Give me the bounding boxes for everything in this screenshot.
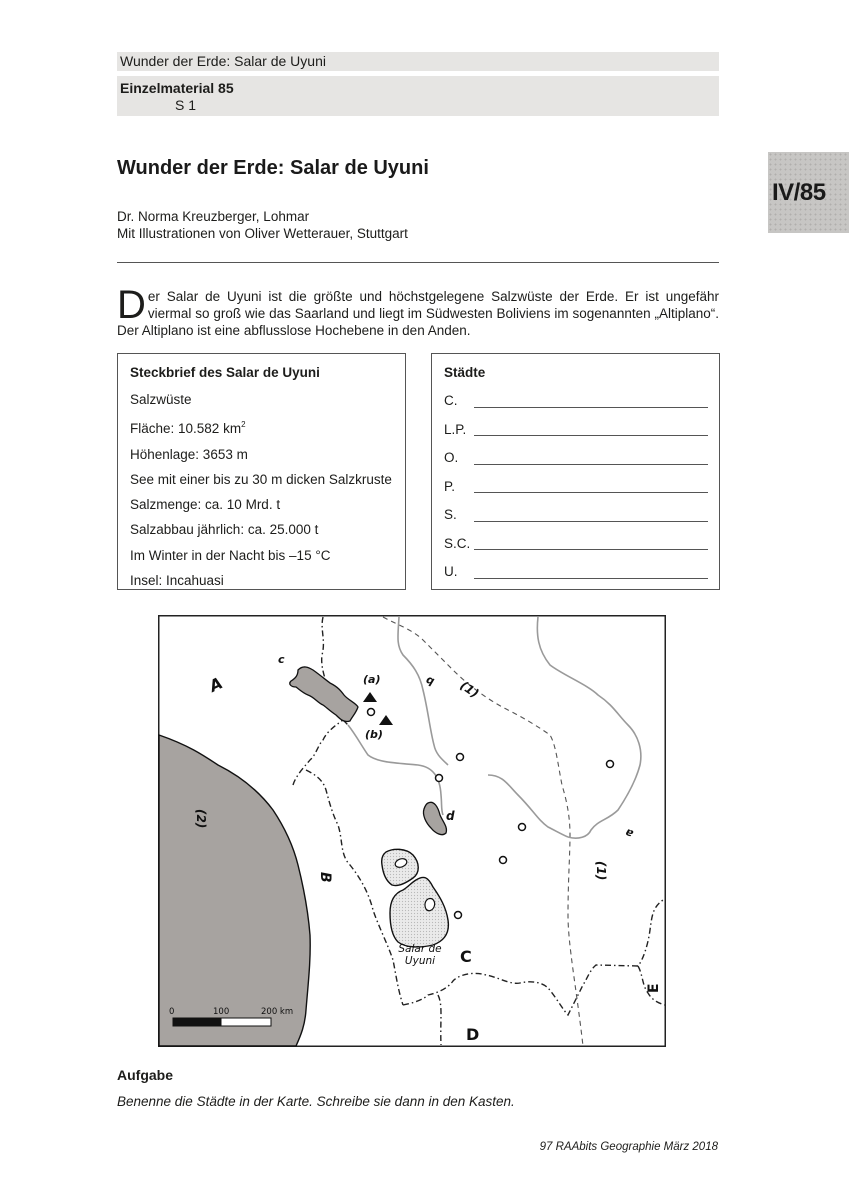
country-label-b: B — [317, 872, 333, 883]
scale-tick-200: 200 km — [261, 1007, 294, 1017]
city-abbr: S.C. — [444, 535, 471, 551]
city-marker — [519, 824, 526, 831]
city-marker — [457, 754, 464, 761]
city-abbr: S. — [444, 507, 457, 522]
mountain-label-b: (b) — [365, 728, 383, 741]
scale-tick-100: 100 — [213, 1007, 230, 1017]
fact-item: Insel: Incahuasi — [130, 573, 224, 589]
salar-label: Salar de — [398, 943, 442, 955]
city-row — [444, 416, 719, 445]
section-tab — [768, 152, 849, 233]
country-label-a: A — [206, 673, 226, 696]
city-marker — [607, 761, 614, 768]
city-answer-line[interactable] — [474, 549, 708, 550]
river-label-b: b — [424, 673, 436, 689]
city-row — [444, 530, 719, 559]
salar-label-line2: Uyuni — [404, 955, 436, 967]
staedte-heading: Städte — [444, 365, 486, 380]
page-title: Wunder der Erde: Salar de Uyuni — [117, 157, 429, 179]
city-answer-line[interactable] — [474, 492, 708, 493]
section-tab-label: IV/85 — [772, 179, 826, 206]
fact-item: Salzmenge: ca. 10 Mrd. t — [130, 497, 281, 513]
city-answer-line[interactable] — [474, 435, 708, 436]
fact-item: Salzabbau jährlich: ca. 25.000 t — [130, 522, 319, 538]
country-label-c: C — [460, 947, 472, 966]
city-abbr: O. — [444, 450, 459, 465]
mountain-label-a: (a) — [363, 673, 381, 686]
city-row — [444, 501, 719, 530]
city-answer-line[interactable] — [474, 407, 708, 408]
city-marker — [455, 912, 462, 919]
city-marker — [368, 709, 375, 716]
city-abbr: P. — [444, 478, 456, 494]
illustrator-line: Mit Illustrationen von Oliver Wetterauer, Stuttgart — [117, 226, 408, 241]
city-row — [444, 387, 719, 416]
country-label-e: E — [646, 983, 662, 993]
map — [158, 615, 666, 1047]
city-answer-line[interactable] — [474, 464, 708, 465]
region-label-1b: (1) — [594, 861, 608, 881]
city-row — [444, 558, 719, 587]
task-text: Benenne die Städte in der Karte. Schreibe sie dann in den Kasten. — [117, 1094, 515, 1109]
island-incahuasi — [425, 899, 435, 911]
task-heading: Aufgabe — [117, 1067, 173, 1083]
steckbrief-heading: Steckbrief des Salar de Uyuni — [130, 365, 320, 380]
city-row — [444, 444, 719, 473]
running-header-title: Wunder der Erde: Salar de Uyuni — [117, 52, 719, 71]
city-answer-line[interactable] — [474, 521, 708, 522]
city-marker — [436, 775, 443, 782]
fact-item: Im Winter in der Nacht bis –15 °C — [130, 547, 331, 563]
city-row — [444, 473, 719, 502]
city-abbr: U. — [444, 564, 458, 579]
drop-cap: D — [117, 283, 146, 327]
page-number: S 1 — [175, 97, 197, 113]
author-line: Dr. Norma Kreuzberger, Lohmar — [117, 209, 310, 224]
fact-item: Salzwüste — [130, 392, 192, 407]
river-label-a: a — [623, 825, 635, 841]
lake-label-d: d — [446, 809, 455, 823]
fact-item — [130, 412, 405, 441]
staedte-box — [431, 353, 720, 590]
intro-text: er Salar de Uyuni ist die größte und höchstgelegene Salzwüste der Erde. Er ist ungefähr viermal so groß wie das Saarland und liegt im Südwesten Boliviens im sogenannten „Altiplano“. Der Altiplano ist eine abflusslose Hochebene in den Anden. — [117, 289, 719, 338]
lake-label-c: c — [278, 653, 285, 666]
country-label-d: D — [466, 1025, 480, 1044]
fact-area-text: Fläche: 10.582 km — [130, 421, 242, 437]
region-label-2: (2) — [194, 809, 208, 829]
intro-paragraph — [117, 283, 719, 339]
scale-tick-0: 0 — [169, 1007, 175, 1017]
city-abbr: L.P. — [444, 421, 467, 437]
city-marker — [500, 857, 507, 864]
region-label-1: (1) — [457, 678, 482, 701]
footer: 97 RAAbits Geographie März 2018 — [539, 1141, 718, 1153]
divider — [117, 262, 719, 263]
steckbrief-box — [117, 353, 406, 590]
scale-bar-black — [173, 1018, 221, 1026]
fact-item: See mit einer bis zu 30 m dicken Salzkruste — [130, 471, 392, 487]
scale-bar-white — [221, 1018, 271, 1026]
running-header-material — [117, 76, 719, 116]
fact-item: Höhenlage: 3653 m — [130, 446, 248, 462]
material-number: Einzelmaterial 85 — [120, 80, 234, 96]
city-abbr: C. — [444, 393, 458, 408]
city-answer-line[interactable] — [474, 578, 708, 579]
authors — [117, 208, 408, 242]
superscript: 2 — [241, 420, 246, 430]
